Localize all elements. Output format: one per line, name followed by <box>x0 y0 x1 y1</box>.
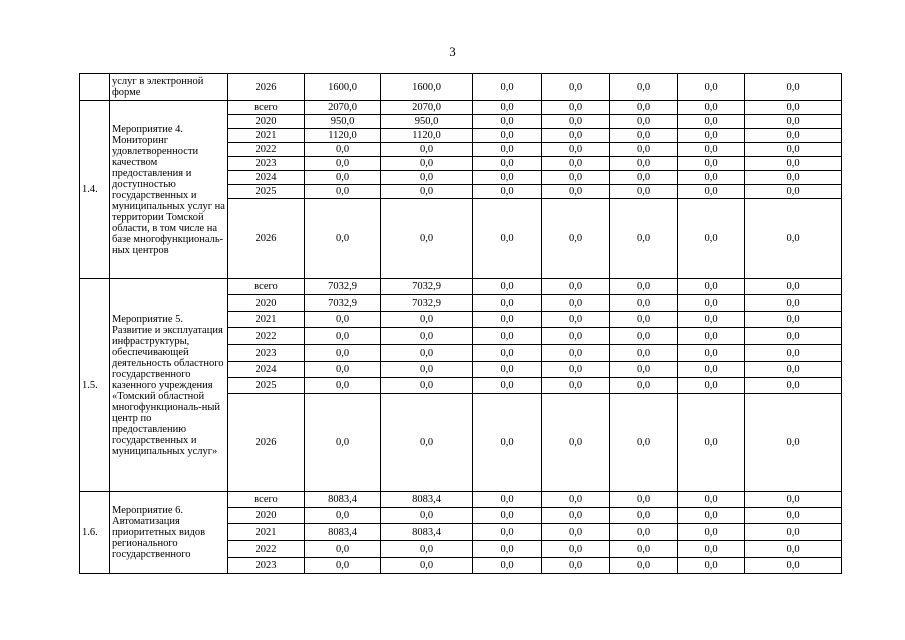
value-cell: 0,0 <box>473 328 542 345</box>
value-cell: 0,0 <box>473 524 542 541</box>
value-cell: 0,0 <box>678 558 745 574</box>
value-cell: 0,0 <box>610 74 678 101</box>
year-cell: 2021 <box>228 129 305 143</box>
value-cell: 0,0 <box>542 295 610 312</box>
value-cell: 0,0 <box>610 328 678 345</box>
value-cell: 0,0 <box>542 524 610 541</box>
value-cell: 0,0 <box>473 171 542 185</box>
value-cell: 0,0 <box>678 74 745 101</box>
value-cell: 0,0 <box>678 492 745 508</box>
year-cell: 2022 <box>228 541 305 558</box>
year-cell: 2026 <box>228 199 305 279</box>
year-cell: 2021 <box>228 524 305 541</box>
value-cell: 0,0 <box>473 199 542 279</box>
table-row <box>80 74 842 101</box>
value-cell: 0,0 <box>745 508 842 524</box>
value-cell: 0,0 <box>542 143 610 157</box>
value-cell: 0,0 <box>542 185 610 199</box>
value-cell: 0,0 <box>473 143 542 157</box>
value-cell: 0,0 <box>381 185 473 199</box>
value-cell: 0,0 <box>745 101 842 115</box>
value-cell: 0,0 <box>542 199 610 279</box>
table-row <box>80 492 842 508</box>
value-cell: 0,0 <box>678 101 745 115</box>
value-cell: 0,0 <box>745 558 842 574</box>
value-cell: 0,0 <box>473 115 542 129</box>
value-cell: 0,0 <box>745 129 842 143</box>
year-cell: всего <box>228 101 305 115</box>
value-cell: 0,0 <box>678 345 745 362</box>
value-cell: 0,0 <box>305 508 381 524</box>
value-cell: 0,0 <box>678 129 745 143</box>
value-cell: 0,0 <box>305 185 381 199</box>
value-cell: 0,0 <box>473 345 542 362</box>
value-cell: 0,0 <box>381 541 473 558</box>
value-cell: 0,0 <box>745 312 842 328</box>
value-cell: 0,0 <box>745 378 842 394</box>
year-cell: 2026 <box>228 74 305 101</box>
value-cell: 0,0 <box>610 101 678 115</box>
value-cell: 0,0 <box>305 345 381 362</box>
year-cell: всего <box>228 279 305 295</box>
value-cell: 0,0 <box>678 279 745 295</box>
value-cell: 0,0 <box>610 378 678 394</box>
value-cell: 0,0 <box>542 378 610 394</box>
year-cell: 2020 <box>228 115 305 129</box>
value-cell: 950,0 <box>381 115 473 129</box>
value-cell: 0,0 <box>610 541 678 558</box>
value-cell: 950,0 <box>305 115 381 129</box>
value-cell: 0,0 <box>678 541 745 558</box>
value-cell: 7032,9 <box>305 279 381 295</box>
value-cell: 7032,9 <box>305 295 381 312</box>
value-cell: 0,0 <box>473 295 542 312</box>
value-cell: 0,0 <box>610 508 678 524</box>
year-cell: всего <box>228 492 305 508</box>
value-cell: 0,0 <box>745 157 842 171</box>
value-cell: 0,0 <box>473 508 542 524</box>
value-cell: 0,0 <box>678 199 745 279</box>
value-cell: 0,0 <box>678 143 745 157</box>
value-cell: 0,0 <box>678 508 745 524</box>
value-cell: 0,0 <box>305 558 381 574</box>
value-cell: 0,0 <box>305 199 381 279</box>
value-cell: 0,0 <box>610 492 678 508</box>
value-cell: 0,0 <box>305 541 381 558</box>
value-cell: 0,0 <box>745 171 842 185</box>
value-cell: 0,0 <box>610 345 678 362</box>
value-cell: 0,0 <box>745 185 842 199</box>
value-cell: 0,0 <box>473 378 542 394</box>
table-row <box>80 101 842 115</box>
value-cell: 0,0 <box>305 157 381 171</box>
value-cell: 0,0 <box>305 312 381 328</box>
value-cell: 8083,4 <box>305 492 381 508</box>
value-cell: 0,0 <box>381 558 473 574</box>
item-number <box>80 74 110 101</box>
year-cell: 2021 <box>228 312 305 328</box>
value-cell: 1120,0 <box>381 129 473 143</box>
value-cell: 0,0 <box>610 171 678 185</box>
value-cell: 0,0 <box>381 508 473 524</box>
year-cell: 2026 <box>228 394 305 492</box>
year-cell: 2023 <box>228 345 305 362</box>
value-cell: 0,0 <box>542 541 610 558</box>
value-cell: 0,0 <box>381 171 473 185</box>
value-cell: 0,0 <box>542 115 610 129</box>
value-cell: 1600,0 <box>305 74 381 101</box>
value-cell: 0,0 <box>610 295 678 312</box>
value-cell: 1600,0 <box>381 74 473 101</box>
value-cell: 0,0 <box>473 279 542 295</box>
value-cell: 0,0 <box>473 394 542 492</box>
value-cell: 7032,9 <box>381 279 473 295</box>
value-cell: 0,0 <box>542 312 610 328</box>
value-cell: 0,0 <box>542 129 610 143</box>
value-cell: 0,0 <box>610 312 678 328</box>
value-cell: 0,0 <box>542 492 610 508</box>
value-cell: 0,0 <box>542 171 610 185</box>
value-cell: 0,0 <box>678 524 745 541</box>
value-cell: 0,0 <box>610 115 678 129</box>
budget-table <box>79 73 842 574</box>
value-cell: 0,0 <box>610 524 678 541</box>
year-cell: 2022 <box>228 143 305 157</box>
value-cell: 0,0 <box>305 378 381 394</box>
value-cell: 0,0 <box>381 394 473 492</box>
value-cell: 1120,0 <box>305 129 381 143</box>
value-cell: 0,0 <box>381 199 473 279</box>
value-cell: 0,0 <box>745 295 842 312</box>
value-cell: 0,0 <box>542 279 610 295</box>
value-cell: 0,0 <box>381 362 473 378</box>
value-cell: 0,0 <box>678 394 745 492</box>
value-cell: 0,0 <box>542 508 610 524</box>
value-cell: 0,0 <box>610 279 678 295</box>
year-cell: 2023 <box>228 157 305 171</box>
value-cell: 0,0 <box>473 492 542 508</box>
value-cell: 0,0 <box>473 74 542 101</box>
year-cell: 2023 <box>228 558 305 574</box>
value-cell: 0,0 <box>678 378 745 394</box>
value-cell: 0,0 <box>305 143 381 157</box>
item-number: 1.4. <box>80 101 110 279</box>
item-name: Мероприятие 6. Автоматизация приоритетных видов регионального государственного <box>110 492 228 574</box>
value-cell: 0,0 <box>678 312 745 328</box>
item-name: Мероприятие 4. Мониторинг удовлетворенности качеством предоставления и доступностью государственных и муниципальных услуг на территории Томской области, в том числе на базе многофункциональ-ных центров <box>110 101 228 279</box>
value-cell: 0,0 <box>610 199 678 279</box>
value-cell: 0,0 <box>381 328 473 345</box>
value-cell: 0,0 <box>745 394 842 492</box>
page-number: 3 <box>449 44 456 59</box>
value-cell: 0,0 <box>678 362 745 378</box>
value-cell: 0,0 <box>542 101 610 115</box>
value-cell: 0,0 <box>610 157 678 171</box>
value-cell: 0,0 <box>745 199 842 279</box>
value-cell: 0,0 <box>678 157 745 171</box>
value-cell: 0,0 <box>305 394 381 492</box>
item-number: 1.6. <box>80 492 110 574</box>
item-name: Мероприятие 5. Развитие и эксплуатация инфраструктуры, обеспечивающей деятельность областного государственного казенного учреждения «Томский областной многофункциональ-ный центр по предоставлению государственных и муниципальных услуг» <box>110 279 228 492</box>
value-cell: 8083,4 <box>381 524 473 541</box>
value-cell: 0,0 <box>542 558 610 574</box>
value-cell: 0,0 <box>745 279 842 295</box>
table-body <box>80 74 842 574</box>
value-cell: 0,0 <box>542 74 610 101</box>
value-cell: 0,0 <box>381 157 473 171</box>
value-cell: 0,0 <box>745 143 842 157</box>
value-cell: 0,0 <box>381 143 473 157</box>
value-cell: 0,0 <box>305 328 381 345</box>
year-cell: 2020 <box>228 295 305 312</box>
value-cell: 0,0 <box>678 295 745 312</box>
value-cell: 0,0 <box>473 185 542 199</box>
value-cell: 0,0 <box>610 362 678 378</box>
value-cell: 0,0 <box>610 143 678 157</box>
value-cell: 8083,4 <box>305 524 381 541</box>
value-cell: 0,0 <box>305 362 381 378</box>
year-cell: 2024 <box>228 362 305 378</box>
value-cell: 0,0 <box>610 558 678 574</box>
value-cell: 0,0 <box>745 74 842 101</box>
value-cell: 0,0 <box>542 394 610 492</box>
value-cell: 2070,0 <box>305 101 381 115</box>
value-cell: 0,0 <box>542 362 610 378</box>
value-cell: 0,0 <box>678 328 745 345</box>
value-cell: 0,0 <box>745 541 842 558</box>
value-cell: 0,0 <box>542 157 610 171</box>
value-cell: 8083,4 <box>381 492 473 508</box>
value-cell: 0,0 <box>678 171 745 185</box>
value-cell: 0,0 <box>610 185 678 199</box>
value-cell: 0,0 <box>610 129 678 143</box>
value-cell: 2070,0 <box>381 101 473 115</box>
value-cell: 0,0 <box>745 362 842 378</box>
value-cell: 0,0 <box>381 312 473 328</box>
year-cell: 2025 <box>228 378 305 394</box>
value-cell: 0,0 <box>473 129 542 143</box>
value-cell: 0,0 <box>745 345 842 362</box>
value-cell: 0,0 <box>473 312 542 328</box>
value-cell: 0,0 <box>381 378 473 394</box>
item-name: услуг в электронной форме <box>110 74 228 101</box>
table-row <box>80 279 842 295</box>
value-cell: 7032,9 <box>381 295 473 312</box>
year-cell: 2020 <box>228 508 305 524</box>
year-cell: 2024 <box>228 171 305 185</box>
value-cell: 0,0 <box>473 101 542 115</box>
value-cell: 0,0 <box>381 345 473 362</box>
value-cell: 0,0 <box>678 185 745 199</box>
value-cell: 0,0 <box>305 171 381 185</box>
value-cell: 0,0 <box>745 492 842 508</box>
value-cell: 0,0 <box>542 345 610 362</box>
value-cell: 0,0 <box>473 558 542 574</box>
value-cell: 0,0 <box>473 541 542 558</box>
value-cell: 0,0 <box>610 394 678 492</box>
year-cell: 2025 <box>228 185 305 199</box>
value-cell: 0,0 <box>745 328 842 345</box>
value-cell: 0,0 <box>473 362 542 378</box>
value-cell: 0,0 <box>542 328 610 345</box>
value-cell: 0,0 <box>473 157 542 171</box>
year-cell: 2022 <box>228 328 305 345</box>
value-cell: 0,0 <box>678 115 745 129</box>
value-cell: 0,0 <box>745 524 842 541</box>
item-number: 1.5. <box>80 279 110 492</box>
value-cell: 0,0 <box>745 115 842 129</box>
